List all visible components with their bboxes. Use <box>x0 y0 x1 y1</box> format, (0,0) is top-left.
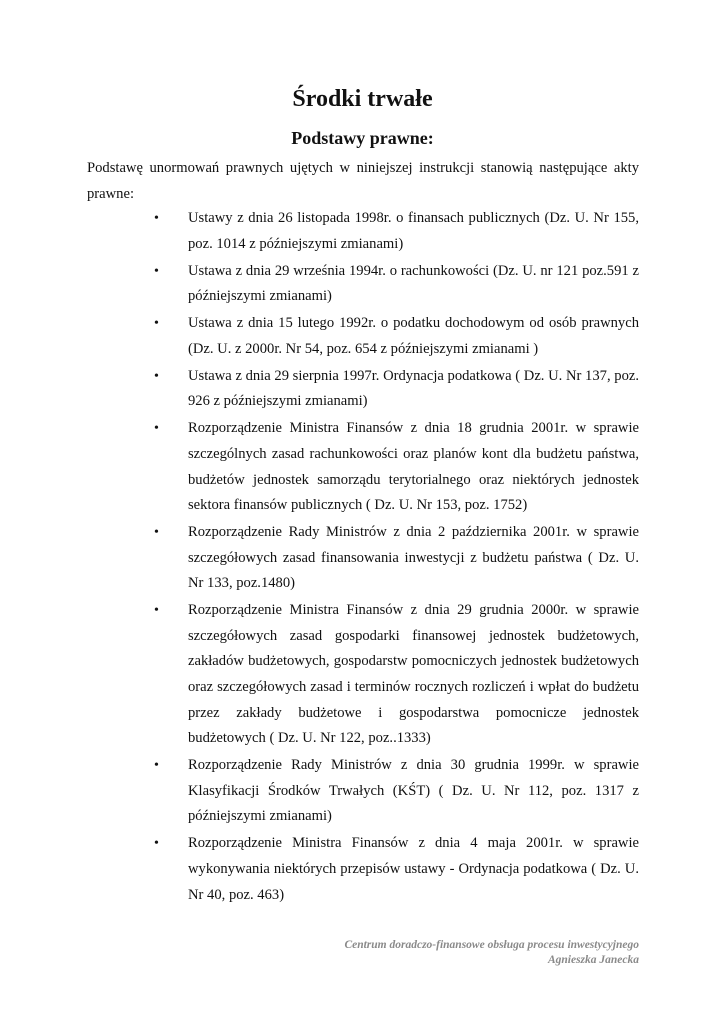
list-item-text: Rozporządzenie Ministra Finansów z dnia 29 grudnia 2000r. w sprawie szczegółowych zasad gospodarki finansowej jednostek budżetowych, zakładów budżetowych, gospodarstw pomocniczych jednostek budżetowych oraz szczegółowych zasad i terminów rocznych rozliczeń i wpłat do budżetu przez zakłady budżetowe i gospodarstwa pomocnicze jednostek budżetowych ( Dz. U. Nr 122, poz..1333) <box>188 602 639 747</box>
bullet-icon: • <box>154 421 159 437</box>
list-item <box>87 416 639 518</box>
list-item <box>87 364 639 415</box>
document-subtitle: Podstawy prawne: <box>291 128 434 148</box>
intro-paragraph: Podstawę unormowań prawnych ujętych w niniejszej instrukcji stanowią następujące akty prawne: <box>87 160 639 202</box>
list-item <box>87 311 639 362</box>
list-item-text: Ustawy z dnia 26 listopada 1998r. o finansach publicznych (Dz. U. Nr 155, poz. 1014 z późniejszymi zmianami) <box>188 210 639 252</box>
list-item-text: Ustawa z dnia 15 lutego 1992r. o podatku dochodowym od osób prawnych (Dz. U. z 2000r. Nr 54, poz. 654 z późniejszymi zmianami ) <box>188 315 639 357</box>
bullet-icon: • <box>154 316 159 332</box>
bullet-icon: • <box>154 603 159 619</box>
bullet-icon: • <box>154 263 159 279</box>
document-title: Środki trwałe <box>292 86 433 112</box>
bullet-icon: • <box>154 836 159 852</box>
list-item-text: Ustawa z dnia 29 sierpnia 1997r. Ordynacja podatkowa ( Dz. U. Nr 137, poz. 926 z późniejszymi zmianami) <box>188 367 639 410</box>
footer-company: Centrum doradczo-finansowe obsługa procesu inwestycyjnego <box>344 939 639 951</box>
list-item-text: Rozporządzenie Ministra Finansów z dnia 18 grudnia 2001r. w sprawie szczególnych zasad rachunkowości oraz planów kont dla budżetu państwa, budżetów jednostek samorządu terytorialnego oraz niektórych jednostek sektora finansów publicznych ( Dz. U. Nr 153, poz. 1752) <box>188 420 639 514</box>
bullet-icon: • <box>154 525 159 541</box>
list-item-text: Ustawa z dnia 29 września 1994r. o rachunkowości (Dz. U. nr 121 poz.591 z późniejszymi zmianami) <box>188 262 639 305</box>
list-item <box>87 259 639 310</box>
list-item-text: Rozporządzenie Ministra Finansów z dnia 4 maja 2001r. w sprawie wykonywania niektórych przepisów ustawy - Ordynacja podatkowa ( Dz. U. Nr 40, poz. 463) <box>188 835 639 903</box>
bullet-icon: • <box>154 368 159 384</box>
list-item-text: Rozporządzenie Rady Ministrów z dnia 30 grudnia 1999r. w sprawie Klasyfikacji Środków Trwałych (KŚT) ( Dz. U. Nr 112, poz. 1317 z późniejszymi zmianami) <box>188 757 639 825</box>
list-item <box>87 206 639 257</box>
list-item-text: Rozporządzenie Rady Ministrów z dnia 2 października 2001r. w sprawie szczegółowych zasad finansowania inwestycji z budżetu państwa ( Dz. U. Nr 133, poz.1480) <box>188 524 639 592</box>
list-item <box>87 753 639 830</box>
footer-author: Agnieszka Janecka <box>547 954 639 966</box>
list-item <box>87 831 639 908</box>
bullet-icon: • <box>154 758 159 774</box>
bullet-icon: • <box>154 211 159 226</box>
page-footer <box>344 938 639 968</box>
list-item <box>87 520 639 597</box>
legal-basis-list <box>87 206 639 910</box>
list-item <box>87 598 639 752</box>
